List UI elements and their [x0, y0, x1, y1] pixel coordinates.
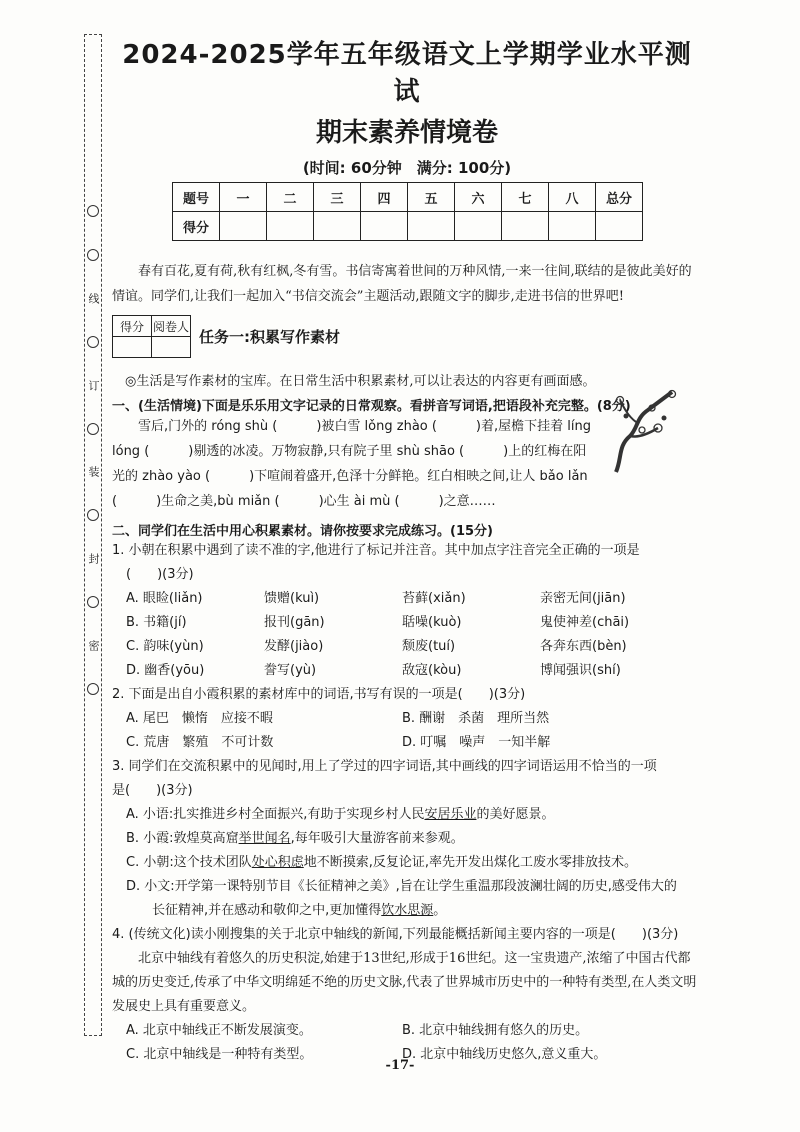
score-table-header: 一 — [220, 183, 267, 212]
question-3 — [112, 755, 702, 803]
score-cell[interactable] — [267, 212, 314, 241]
section1-heading: 一、(生活情境)下面是乐乐用文字记录的日常观察。看拼音写词语,把语段补充完整。(8分) — [112, 399, 631, 414]
q1-option-word: A. 眼睑(liǎn) — [126, 591, 203, 606]
q3-option-a[interactable] — [112, 803, 702, 827]
task1-header — [112, 315, 702, 358]
binding-margin — [84, 34, 102, 1036]
exam-title: 2024-2025学年五年级语文上学期学业水平测试 — [122, 40, 692, 107]
q1-option-word: C. 韵味(yùn) — [126, 639, 204, 654]
score-cell[interactable] — [314, 212, 361, 241]
q4-news-passage: 北京中轴线有着悠久的历史积淀,始建于13世纪,形成于16世纪。这一宝贵遗产,浓缩了中国古代都城的历史变迁,传承了中华文明绵延不绝的历史文脉,代表了世界城市历史中的一种特有类型,在人类文明发展史上具有重要意义。 — [112, 951, 697, 1014]
score-table-header: 六 — [455, 183, 502, 212]
score-table-header: 总分 — [596, 183, 643, 212]
q3-option-d[interactable] — [112, 875, 702, 923]
score-table-header: 四 — [361, 183, 408, 212]
passage-line[interactable]: 雪后,门外的 róng shù ( )被白雪 lǒng zhào ( )着,屋檐下挂着 líng — [138, 419, 591, 434]
underlined-idiom: 处心积虑 — [251, 855, 304, 870]
q1-option-word: 聒噪(kuò) — [402, 615, 462, 630]
score-table-score-row — [173, 212, 643, 241]
score-cell[interactable] — [408, 212, 455, 241]
exam-time-score: (时间: 60分钟 满分: 100分) — [302, 159, 512, 177]
q1-option-word: 馈赠(kuì) — [264, 591, 320, 606]
binding-hole — [87, 509, 99, 521]
underlined-idiom: 安居乐业 — [424, 807, 477, 822]
option-text: 长征精神,并在感动和敬仰之中,更加懂得 — [152, 903, 382, 918]
question-2 — [112, 683, 702, 707]
score-table-header: 五 — [408, 183, 455, 212]
question-4 — [112, 923, 702, 947]
score-cell[interactable] — [549, 212, 596, 241]
grader-score-label: 得分 — [113, 316, 152, 337]
q1-option-word: 鬼使神差(chāi) — [540, 615, 630, 630]
q1-option-word: 誊写(yù) — [264, 663, 317, 678]
underlined-idiom: 举世闻名 — [238, 831, 291, 846]
option-text: B. 小霞:敦煌莫高窟 — [126, 831, 239, 846]
q2-option-c[interactable]: C. 荒唐 繁殖 不可计数 — [126, 735, 274, 750]
score-table-header: 七 — [502, 183, 549, 212]
q1-option-d[interactable] — [112, 659, 702, 683]
q1-stem: 1. 小朝在积累中遇到了读不准的字,他进行了标记并注音。其中加点字注音完全正确的一项是 — [112, 543, 640, 558]
q1-option-word: 敌寇(kòu) — [402, 663, 462, 678]
q1-option-a[interactable] — [112, 587, 702, 611]
pinyin-passage — [112, 414, 612, 514]
task1-note: ◎生活是写作素材的宝库。在日常生活中积累素材,可以让表达的内容更有画面感。 — [125, 374, 596, 389]
score-cell[interactable] — [361, 212, 408, 241]
binding-hole — [87, 683, 99, 695]
q1-option-word: 颓废(tuí) — [402, 639, 456, 654]
q2-options-row — [112, 731, 702, 755]
score-cell[interactable] — [455, 212, 502, 241]
option-text: 。 — [433, 903, 447, 918]
binding-label: 装 — [87, 466, 100, 478]
q4-options-row — [112, 1019, 702, 1043]
q4-stem[interactable]: 4. (传统文化)读小刚搜集的关于北京中轴线的新闻,下列最能概括新闻主要内容的一项是( )(3分) — [112, 927, 679, 942]
option-text: C. 小朝:这个技术团队 — [126, 855, 252, 870]
q4-option-d[interactable]: D. 北京中轴线历史悠久,意义重大。 — [402, 1047, 607, 1062]
score-table-header: 题号 — [173, 183, 220, 212]
q1-option-b[interactable] — [112, 611, 702, 635]
plum-blossom-illustration — [608, 388, 678, 474]
score-table-header-row — [173, 183, 643, 212]
section2-heading: 二、同学们在生活中用心积累素材。请你按要求完成练习。(15分) — [112, 524, 493, 539]
q2-stem[interactable]: 2. 下面是出自小霞积累的素材库中的词语,书写有误的一项是( )(3分) — [112, 687, 526, 702]
q1-option-c[interactable] — [112, 635, 702, 659]
binding-label: 封 — [87, 553, 100, 565]
q1-option-word: 亲密无间(jiān) — [540, 591, 626, 606]
q3-option-c[interactable] — [112, 851, 702, 875]
option-text: ,每年吸引大量游客前来参观。 — [290, 831, 464, 846]
q1-option-word: 苔藓(xiǎn) — [402, 591, 466, 606]
grader-score-cell[interactable] — [113, 337, 152, 358]
q1-option-word: D. 幽香(yōu) — [126, 663, 205, 678]
passage-line[interactable]: lóng ( )剔透的冰凌。万物寂静,只有院子里 shù shāo ( )上的红梅在阳 — [112, 444, 587, 459]
q3-stem-cont[interactable]: 是( )(3分) — [112, 783, 193, 798]
score-table-header: 三 — [314, 183, 361, 212]
task1-title: 任务一:积累写作素材 — [199, 328, 340, 346]
exam-page — [112, 30, 702, 1067]
binding-hole — [87, 596, 99, 608]
option-text: A. 小语:扎实推进乡村全面振兴,有助于实现乡村人民 — [126, 807, 425, 822]
q4-option-a[interactable]: A. 北京中轴线正不断发展演变。 — [126, 1023, 312, 1038]
binding-hole — [87, 336, 99, 348]
q1-option-word: 博闻强识(shí) — [540, 663, 621, 678]
option-text: 地不断摸索,反复论证,率先开发出煤化工废水零排放技术。 — [303, 855, 638, 870]
score-row-label: 得分 — [173, 212, 220, 241]
binding-hole — [87, 423, 99, 435]
grader-box — [112, 315, 191, 358]
q1-option-word: 发酵(jiào) — [264, 639, 324, 654]
score-table-header: 二 — [267, 183, 314, 212]
option-text: D. 小文:开学第一课特别节目《长征精神之美》,旨在让学生重温那段波澜壮阔的历史,感受伟大的 — [126, 879, 677, 894]
question-1 — [112, 539, 702, 587]
q3-stem: 3. 同学们在交流积累中的见闻时,用上了学过的四字词语,其中画线的四字词语运用不恰当的一项 — [112, 759, 657, 774]
q1-option-word: 各奔东西(bèn) — [540, 639, 627, 654]
q1-stem-cont[interactable]: ( )(3分) — [126, 567, 194, 582]
binding-label: 密 — [87, 640, 100, 652]
underlined-idiom: 饮水思源 — [381, 903, 434, 918]
binding-label: 线 — [87, 292, 100, 304]
intro-paragraph: 春有百花,夏有荷,秋有红枫,冬有雪。书信寄寓着世间的万种风情,一来一往间,联结的是彼此美好的情谊。同学们,让我们一起加入“书信交流会”主题活动,跟随文字的脚步,走进书信的世界吧! — [112, 264, 692, 304]
score-cell[interactable] — [596, 212, 643, 241]
passage-line[interactable]: 光的 zhào yào ( )下喧闹着盛开,色泽十分鲜艳。红白相映之间,让人 bǎo lǎn — [112, 469, 588, 484]
binding-hole — [87, 249, 99, 261]
score-table — [172, 182, 643, 241]
q2-option-a[interactable]: A. 尾巴 懒惰 应接不暇 — [126, 711, 273, 726]
q2-option-d[interactable]: D. 叮嘱 噪声 一知半解 — [402, 735, 551, 750]
grader-reviewer-label: 阅卷人 — [152, 316, 191, 337]
score-cell[interactable] — [220, 212, 267, 241]
score-table-header: 八 — [549, 183, 596, 212]
q2-option-b[interactable]: B. 酬谢 杀菌 理所当然 — [402, 711, 550, 726]
exam-subtitle-title: 期末素养情境卷 — [315, 118, 498, 148]
q3-option-b[interactable] — [112, 827, 702, 851]
score-cell[interactable] — [502, 212, 549, 241]
binding-hole — [87, 205, 99, 217]
q1-option-word: B. 书籍(jí) — [126, 615, 187, 630]
passage-line[interactable]: ( )生命之美,bù miǎn ( )心生 ài mù ( )之意…… — [112, 494, 496, 509]
q2-options-row — [112, 707, 702, 731]
q1-option-word: 报刊(gān) — [264, 615, 325, 630]
option-text: 的美好愿景。 — [476, 807, 555, 822]
q4-option-c[interactable]: C. 北京中轴线是一种特有类型。 — [126, 1047, 313, 1062]
page-number: -17- — [385, 1058, 415, 1073]
q4-option-b[interactable]: B. 北京中轴线拥有悠久的历史。 — [402, 1023, 589, 1038]
binding-label: 订 — [87, 379, 100, 391]
grader-reviewer-cell[interactable] — [152, 337, 191, 358]
